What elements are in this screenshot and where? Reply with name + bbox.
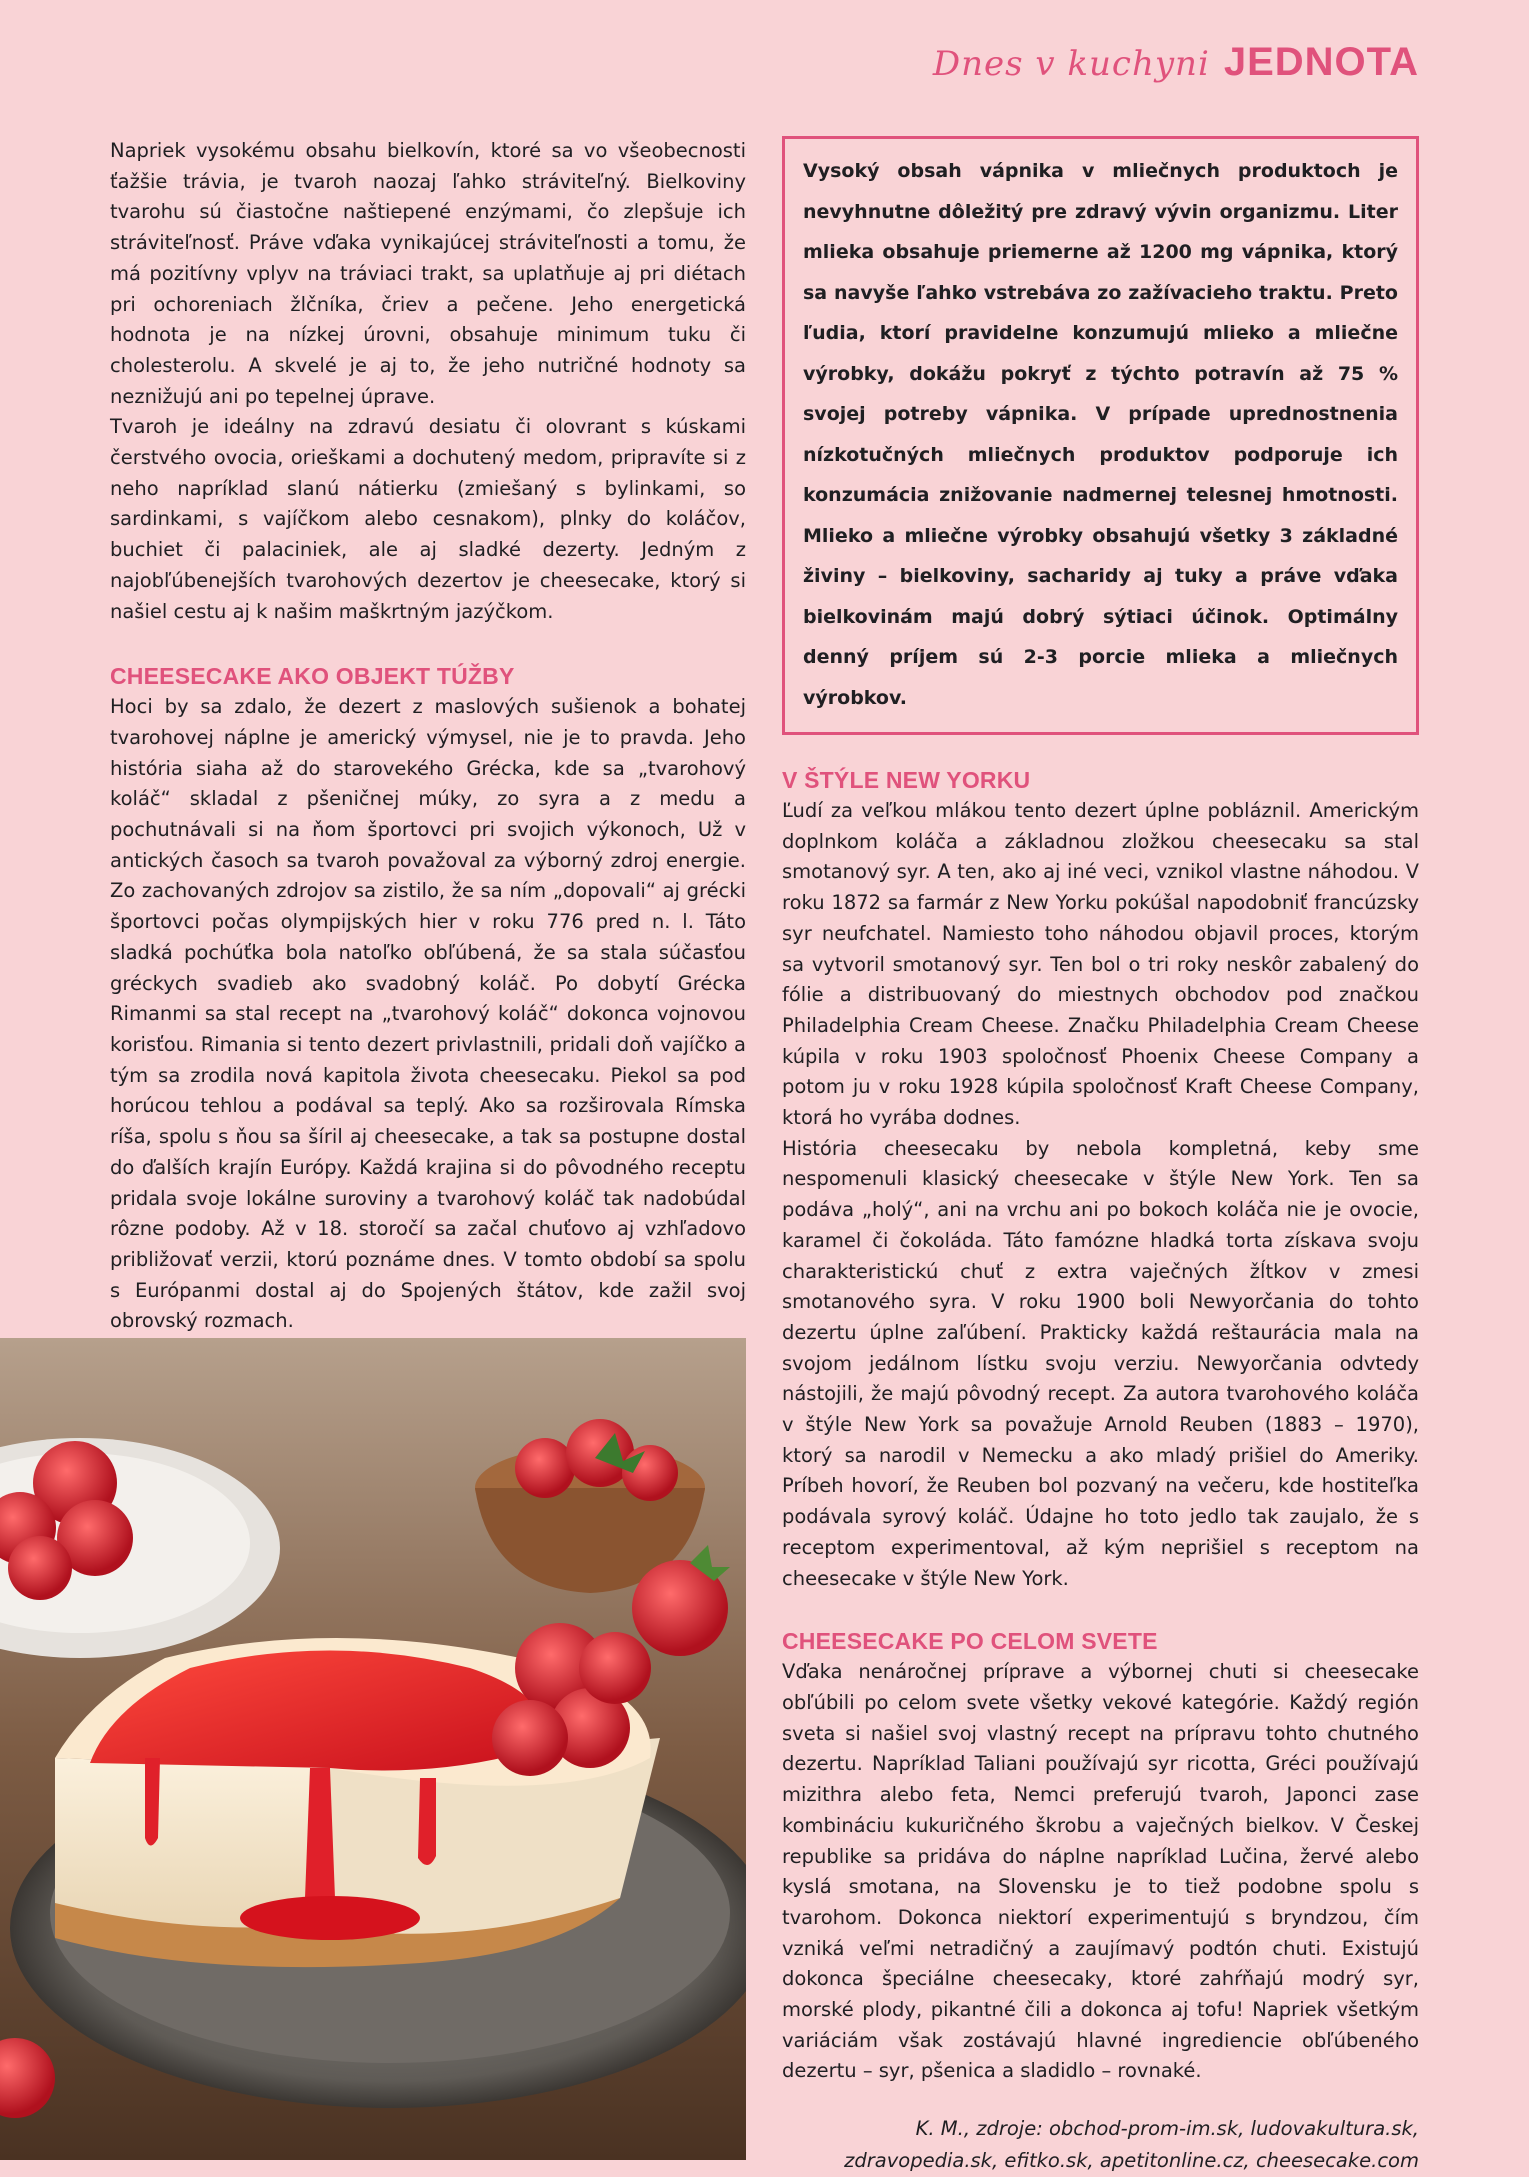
heading-svet: CHEESECAKE PO CELOM SVETE — [782, 1628, 1158, 1655]
newyork-paragraph-1: Ľudí za veľkou mlákou tento dezert úplne pobláznil. Americkým doplnkom koláča a základnou zložkou cheesecaku sa stal smotanový syr. A ten, ako aj iné veci, vznikol vlastne náhodou. V roku 1872 sa farmár z New Yorku pokúšal napodobniť francúzsky syr neufchatel. Namiesto toho náhodou objavil proces, ktorým sa vytvoril smotanový syr. Ten bol o tri roky neskôr zabalený do fólie a distribuovaný do miestnych obchodov pod značkou Philadelphia Cream Cheese. Značku Philadelphia Cream Cheese kúpila v roku 1903 spoločnosť Phoenix Cheese Company a potom ju v roku 1928 kúpila spoločnosť Kraft Cheese Company, ktorá ho vyrába dodnes. — [782, 799, 1419, 1130]
brand-header — [933, 40, 1419, 85]
newyork-paragraph-2: História cheesecaku by nebola kompletná, keby sme nespomenuli klasický cheesecake v štýle New York. Ten sa podáva „holý“, ani na vrchu ani po bokoch koláča nie je ovocie, karamel či čokoláda. Táto famózne hladká torta získava svoju charakteristickú chuť z extra vaječných žĺtkov v zmesi smotanového syra. V roku 1900 boli Newyorčania do tohto dezertu úplne zaľúbení. Prakticky každá reštaurácia mala na svojom jedálnom lístku svoju verziu. Newyorčania odvtedy nástojili, že majú pôvodný recept. Za autora tvarohového koláča v štýle New York sa považuje Arnold Reuben (1883 – 1970), ktorý sa narodil v Nemecku a ako mladý prišiel do Ameriky. Príbeh hovorí, že Reuben bol pozvaný na večeru, kde hostiteľka podávala syrový koláč. Údajne ho toto jedlo tak zaujalo, že s receptom experimentoval, až kým neprišiel s receptom na cheesecake v štýle New York. — [782, 1136, 1419, 1590]
left-column — [110, 136, 746, 1337]
intro-paragraph-2: Tvaroh je ideálny na zdravú desiatu či olovrant s kúskami čerstvého ovocia, orieškami a dochutený medom, pripravíte si z neho napríklad slanú nátierku (zmiešaný s bylinkami, so sardinkami, s vajíčkom alebo cesnakom), plnky do koláčov, buchiet či palaciniek, ale aj sladké dezerty. Jedným z najobľúbenejších tvarohových dezertov je cheesecake, ktorý si našiel cestu aj k našim maškrtným jazýčkom. — [110, 415, 746, 623]
cheesecake-photo — [0, 1338, 746, 2160]
brand-script: Dnes v kuchyni — [932, 44, 1210, 84]
info-box-text: Vysoký obsah vápnika v mliečnych produktoch je nevyhnutne dôležitý pre zdravý vývin organizmu. Liter mlieka obsahuje priemerne až 1200 mg vápnika, ktorý sa navyše ľahko vstrebáva zo zažívacieho traktu. Preto ľudia, ktorí pravidelne konzumujú mlieko a mliečne výrobky, dokážu pokryť z týchto potravín až 75 % svojej potreby vápnika. V prípade uprednostnenia nízkotučných mliečnych produktov podporuje ich konzumácia znižovanie nadmernej telesnej hmotnosti. Mlieko a mliečne výrobky obsahujú všetky 3 základné živiny – bielkoviny, sacharidy aj tuky a práve vďaka bielkovinám majú dobrý sýtiaci účinok. Optimálny denný príjem sú 2-3 porcie mlieka a mliečnych výrobkov. — [803, 160, 1398, 709]
intro-paragraph-1: Napriek vysokému obsahu bielkovín, ktoré sa vo všeobecnosti ťažšie trávia, je tvaroh naozaj ľahko stráviteľný. Bielkoviny tvarohu sú čiastočne naštiepené enzýmami, čo zlepšuje ich stráviteľnosť. Práve vďaka vynikajúcej stráviteľnosti a tomu, že má pozitívny vplyv na tráviaci trakt, sa uplatňuje aj pri diétach pri ochoreniach žlčníka, čriev a pečene. Jeho energetická hodnota je na nízkej úrovni, obsahuje minimum tuku či cholesterolu. A skvelé je aj to, že jeho nutričné hodnoty sa neznižujú ani po tepelnej úprave. — [110, 139, 746, 408]
svet-paragraph: Vďaka nenáročnej príprave a výbornej chuti si cheesecake obľúbili po celom svete všetky vekové kategórie. Každý región sveta si našiel svoj vlastný recept na prípravu tohto chutného dezertu. Napríklad Taliani používajú syr ricotta, Gréci používajú mizithra alebo feta, Nemci preferujú tvaroh, Japonci zase kombináciu kukuričného škrobu a vaječných bielkov. V Českej republike sa pridáva do náplne napríklad Lučina, žervé alebo kyslá smotana, na Slovensku je to tiež podobne spolu s tvarohom. Dokonca niektorí experimentujú s bryndzou, čím vzniká veľmi netradičný a zaujímavý podtón chuti. Existujú dokonca špeciálne cheesecaky, ktoré zahŕňajú modrý syr, morské plody, pikantné čili a dokonca aj tofu! Napriek všetkým variáciám však zostávajú hlavné ingrediencie obľúbeného dezertu – syr, pšenica a sladidlo – rovnaké. — [782, 1660, 1419, 2083]
credit — [782, 2113, 1419, 2177]
credit-line-1: K. M., zdroje: obchod-prom-im.sk, ludovakultura.sk, — [915, 2117, 1419, 2141]
heading-tuzby: CHEESECAKE AKO OBJEKT TÚŽBY — [110, 663, 515, 690]
credit-line-2: zdravopedia.sk, efitko.sk, apetitonline.cz, cheesecake.com — [844, 2149, 1419, 2173]
heading-newyork: V ŠTÝLE NEW YORKU — [782, 767, 1031, 793]
brand-logo: JEDNOTA — [1223, 40, 1419, 84]
tuzby-paragraph: Hoci by sa zdalo, že dezert z maslových sušienok a bohatej tvarohovej náplne je americký výmysel, nie je to pravda. Jeho história siaha až do starovekého Grécka, kde sa „tvarohový koláč“ skladal z pšeničnej múky, zo syra a z medu a pochutnávali si na ňom športovci pri svojich výkonoch, Už v antických časoch sa tvaroh považoval za výborný zdroj energie. Zo zachovaných zdrojov sa zistilo, že sa ním „dopovali“ aj grécki športovci počas olympijských hier v roku 776 pred n. l. Táto sladká pochúťka bola natoľko obľúbená, že sa stala súčasťou gréckych svadieb ako svadobný koláč. Po dobytí Grécka Rimanmi sa stal recept na „tvarohový koláč“ dokonca vojnovou korisťou. Rimania si tento dezert privlastnili, pridali doň vajíčko a tým sa zrodila nová kapitola života cheesecaku. Piekol sa pod horúcou tehlou a podával sa teplý. Ako sa rozširovala Rímska ríša, spolu s ňou sa šíril aj cheesecake, a tak sa postupne dostal do ďalších krajín Európy. Každá krajina si do pôvodného receptu pridala svoje lokálne suroviny a tvarohový koláč tak nadobúdal rôzne podoby. Až v 18. storočí sa začal chuťovo aj vzhľadovo približovať verzii, ktorú poznáme dnes. V tomto období sa spolu s Európanmi dostal aj do Spojených štátov, kde zažil svoj obrovský rozmach. — [110, 695, 746, 1333]
right-column — [782, 136, 1419, 2177]
info-box — [782, 136, 1419, 735]
cheesecake-image — [0, 1338, 746, 2160]
